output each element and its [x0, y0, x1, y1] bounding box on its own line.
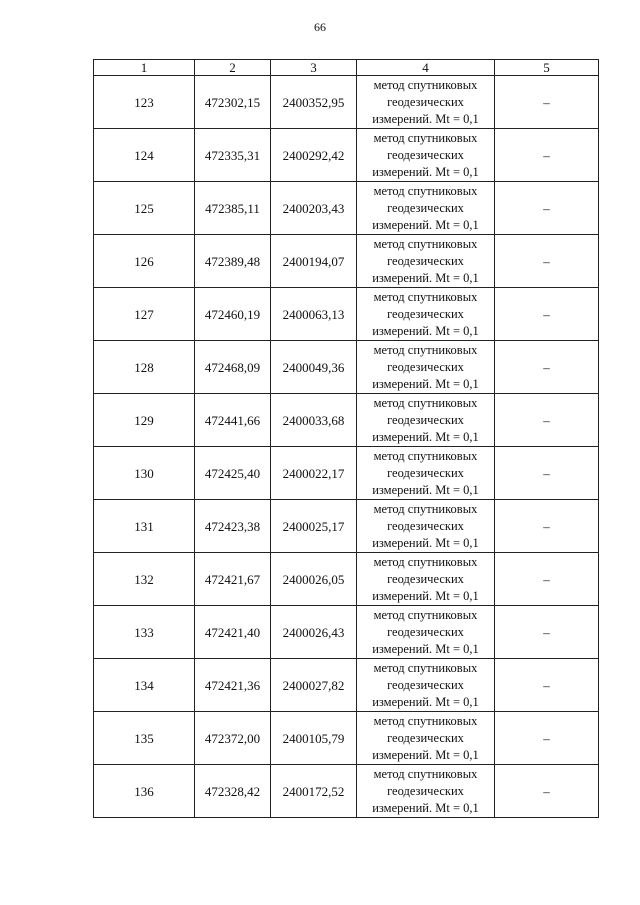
x-coordinate-cell: 472468,09 [195, 341, 271, 394]
coordinates-table [93, 59, 599, 818]
note-cell: – [495, 288, 599, 341]
y-coordinate-cell: 2400194,07 [271, 235, 357, 288]
method-line: измерений. Mt = 0,1 [372, 270, 479, 285]
table-row [94, 182, 599, 235]
note-cell: – [495, 129, 599, 182]
table-row [94, 129, 599, 182]
y-coordinate-cell: 2400063,13 [271, 288, 357, 341]
table-row [94, 288, 599, 341]
method-cell [357, 129, 495, 182]
x-coordinate-cell: 472389,48 [195, 235, 271, 288]
column-header-4: 4 [357, 60, 495, 76]
y-coordinate-cell: 2400022,17 [271, 447, 357, 500]
note-cell: – [495, 765, 599, 818]
point-number-cell: 133 [94, 606, 195, 659]
method-cell [357, 606, 495, 659]
x-coordinate-cell: 472421,67 [195, 553, 271, 606]
method-cell [357, 288, 495, 341]
method-line: метод спутниковых [373, 607, 478, 622]
x-coordinate-cell: 472425,40 [195, 447, 271, 500]
x-coordinate-cell: 472421,40 [195, 606, 271, 659]
method-line: измерений. Mt = 0,1 [372, 482, 479, 497]
method-cell [357, 76, 495, 129]
method-line: геодезических [387, 306, 464, 321]
method-line: геодезических [387, 253, 464, 268]
method-cell [357, 659, 495, 712]
method-line: метод спутниковых [373, 77, 478, 92]
point-number-cell: 123 [94, 76, 195, 129]
y-coordinate-cell: 2400172,52 [271, 765, 357, 818]
method-cell [357, 235, 495, 288]
page-number: 66 [314, 20, 326, 34]
method-cell [357, 341, 495, 394]
table-row [94, 659, 599, 712]
note-cell: – [495, 447, 599, 500]
x-coordinate-cell: 472441,66 [195, 394, 271, 447]
point-number-cell: 136 [94, 765, 195, 818]
note-cell: – [495, 659, 599, 712]
method-line: метод спутниковых [373, 554, 478, 569]
table-body [94, 76, 599, 818]
y-coordinate-cell: 2400105,79 [271, 712, 357, 765]
method-line: геодезических [387, 359, 464, 374]
x-coordinate-cell: 472460,19 [195, 288, 271, 341]
point-number-cell: 135 [94, 712, 195, 765]
column-header-5: 5 [495, 60, 599, 76]
point-number-cell: 129 [94, 394, 195, 447]
method-cell [357, 182, 495, 235]
x-coordinate-cell: 472423,38 [195, 500, 271, 553]
method-line: метод спутниковых [373, 766, 478, 781]
method-line: метод спутниковых [373, 448, 478, 463]
method-line: геодезических [387, 200, 464, 215]
method-line: геодезических [387, 147, 464, 162]
method-line: измерений. Mt = 0,1 [372, 323, 479, 338]
method-line: измерений. Mt = 0,1 [372, 217, 479, 232]
table-row [94, 76, 599, 129]
table-row [94, 235, 599, 288]
point-number-cell: 125 [94, 182, 195, 235]
method-line: измерений. Mt = 0,1 [372, 164, 479, 179]
point-number-cell: 124 [94, 129, 195, 182]
y-coordinate-cell: 2400292,42 [271, 129, 357, 182]
method-line: измерений. Mt = 0,1 [372, 376, 479, 391]
note-cell: – [495, 182, 599, 235]
point-number-cell: 126 [94, 235, 195, 288]
method-line: геодезических [387, 94, 464, 109]
method-line: метод спутниковых [373, 713, 478, 728]
y-coordinate-cell: 2400049,36 [271, 341, 357, 394]
note-cell: – [495, 235, 599, 288]
method-line: измерений. Mt = 0,1 [372, 694, 479, 709]
method-line: метод спутниковых [373, 395, 478, 410]
method-cell [357, 500, 495, 553]
method-line: метод спутниковых [373, 130, 478, 145]
note-cell: – [495, 341, 599, 394]
note-cell: – [495, 712, 599, 765]
y-coordinate-cell: 2400027,82 [271, 659, 357, 712]
method-cell [357, 553, 495, 606]
y-coordinate-cell: 2400026,05 [271, 553, 357, 606]
y-coordinate-cell: 2400352,95 [271, 76, 357, 129]
method-line: метод спутниковых [373, 660, 478, 675]
point-number-cell: 134 [94, 659, 195, 712]
method-line: измерений. Mt = 0,1 [372, 535, 479, 550]
column-header-3: 3 [271, 60, 357, 76]
note-cell: – [495, 500, 599, 553]
method-line: геодезических [387, 624, 464, 639]
table-row [94, 553, 599, 606]
method-line: геодезических [387, 730, 464, 745]
y-coordinate-cell: 2400025,17 [271, 500, 357, 553]
method-line: геодезических [387, 518, 464, 533]
method-line: измерений. Mt = 0,1 [372, 111, 479, 126]
table-header-row [94, 60, 599, 76]
method-line: геодезических [387, 677, 464, 692]
x-coordinate-cell: 472302,15 [195, 76, 271, 129]
method-line: метод спутниковых [373, 183, 478, 198]
method-line: измерений. Mt = 0,1 [372, 641, 479, 656]
note-cell: – [495, 394, 599, 447]
x-coordinate-cell: 472372,00 [195, 712, 271, 765]
method-line: геодезических [387, 783, 464, 798]
method-cell [357, 712, 495, 765]
point-number-cell: 130 [94, 447, 195, 500]
method-line: метод спутниковых [373, 342, 478, 357]
method-line: геодезических [387, 571, 464, 586]
method-line: метод спутниковых [373, 289, 478, 304]
table-row [94, 447, 599, 500]
point-number-cell: 131 [94, 500, 195, 553]
method-line: геодезических [387, 465, 464, 480]
x-coordinate-cell: 472385,11 [195, 182, 271, 235]
note-cell: – [495, 553, 599, 606]
y-coordinate-cell: 2400033,68 [271, 394, 357, 447]
y-coordinate-cell: 2400203,43 [271, 182, 357, 235]
method-line: метод спутниковых [373, 501, 478, 516]
table-row [94, 606, 599, 659]
method-line: измерений. Mt = 0,1 [372, 588, 479, 603]
method-line: геодезических [387, 412, 464, 427]
method-line: измерений. Mt = 0,1 [372, 800, 479, 815]
table-row [94, 394, 599, 447]
column-header-1: 1 [94, 60, 195, 76]
method-line: измерений. Mt = 0,1 [372, 747, 479, 762]
x-coordinate-cell: 472328,42 [195, 765, 271, 818]
x-coordinate-cell: 472335,31 [195, 129, 271, 182]
method-line: метод спутниковых [373, 236, 478, 251]
point-number-cell: 132 [94, 553, 195, 606]
note-cell: – [495, 606, 599, 659]
method-cell [357, 765, 495, 818]
note-cell: – [495, 76, 599, 129]
point-number-cell: 128 [94, 341, 195, 394]
method-line: измерений. Mt = 0,1 [372, 429, 479, 444]
table-row [94, 341, 599, 394]
table-row [94, 765, 599, 818]
point-number-cell: 127 [94, 288, 195, 341]
column-header-2: 2 [195, 60, 271, 76]
x-coordinate-cell: 472421,36 [195, 659, 271, 712]
y-coordinate-cell: 2400026,43 [271, 606, 357, 659]
table-row [94, 712, 599, 765]
method-cell [357, 394, 495, 447]
method-cell [357, 447, 495, 500]
table-row [94, 500, 599, 553]
